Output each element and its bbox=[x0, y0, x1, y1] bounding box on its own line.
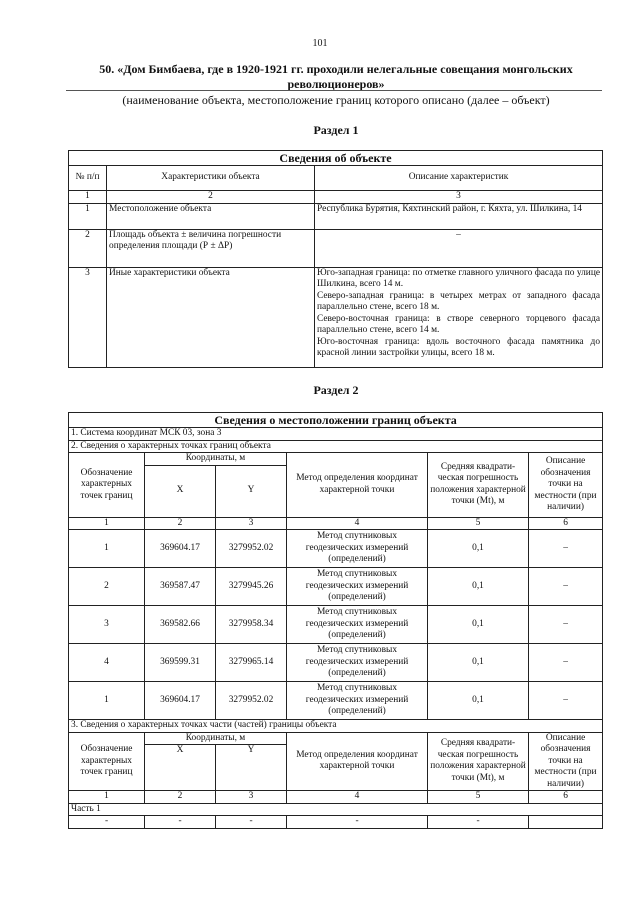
point-method: Метод спутниковых геодезических измерений (определений) bbox=[287, 644, 428, 682]
index-cell: 3 bbox=[216, 517, 287, 530]
object-info-table-title: Сведения об объекте bbox=[69, 151, 603, 166]
part-header-y: Y bbox=[216, 745, 287, 791]
point-accuracy: 0,1 bbox=[428, 682, 529, 720]
point-y: 3279965.14 bbox=[216, 644, 287, 682]
section2-heading: Раздел 2 bbox=[313, 383, 359, 397]
part-cell: - bbox=[428, 816, 529, 829]
row-characteristic: Иные характеристики объекта bbox=[107, 267, 315, 367]
part-cell: - bbox=[287, 816, 428, 829]
part-header-point: Обозначение характерных точек границ bbox=[69, 732, 145, 791]
point-description: – bbox=[529, 682, 603, 720]
page-number: 101 bbox=[312, 38, 328, 49]
header-characteristic: Характеристики объекта bbox=[107, 166, 315, 191]
header-description: Описание характеристик bbox=[315, 166, 603, 191]
table-row bbox=[69, 568, 603, 606]
point-method: Метод спутниковых геодезических измерений (определений) bbox=[287, 530, 428, 568]
point-id: 4 bbox=[69, 644, 145, 682]
point-method: Метод спутниковых геодезических измерений (определений) bbox=[287, 606, 428, 644]
point-y: 3279958.34 bbox=[216, 606, 287, 644]
part-cell: - bbox=[216, 816, 287, 829]
point-method: Метод спутниковых геодезических измерений (определений) bbox=[287, 682, 428, 720]
part-header-x: X bbox=[145, 745, 216, 791]
point-id: 3 bbox=[69, 606, 145, 644]
part-section-title: 3. Сведения о характерных точках части (частей) границы объекта bbox=[69, 720, 603, 733]
table-row bbox=[69, 530, 603, 568]
header-method: Метод определения координат характерной точки bbox=[287, 453, 428, 518]
document-subtitle: (наименование объекта, местоположение границ которого описано (далее – объект) bbox=[122, 93, 550, 107]
index-cell: 1 bbox=[69, 191, 107, 204]
header-num: № п/п bbox=[69, 166, 107, 191]
point-x: 369587.47 bbox=[145, 568, 216, 606]
index-cell: 4 bbox=[287, 517, 428, 530]
point-accuracy: 0,1 bbox=[428, 644, 529, 682]
index-cell: 2 bbox=[145, 517, 216, 530]
point-description: – bbox=[529, 644, 603, 682]
part-header-method: Метод определения координат характерной точки bbox=[287, 732, 428, 791]
point-x: 369604.17 bbox=[145, 682, 216, 720]
point-y: 3279952.02 bbox=[216, 682, 287, 720]
point-id: 1 bbox=[69, 530, 145, 568]
index-cell: 3 bbox=[315, 191, 603, 204]
index-cell: 4 bbox=[287, 791, 428, 804]
points-section-title: 2. Сведения о характерных точках границ объекта bbox=[69, 440, 603, 453]
row-number: 2 bbox=[69, 229, 107, 267]
section1-heading: Раздел 1 bbox=[313, 123, 359, 137]
point-description: – bbox=[529, 568, 603, 606]
index-cell: 2 bbox=[145, 791, 216, 804]
table-row bbox=[69, 229, 603, 267]
table-row bbox=[69, 816, 603, 829]
border-northwest: Северо-западная граница: в четырех метрах от западного фасада параллельно стене, всего 18 м. bbox=[317, 290, 601, 312]
index-cell: 1 bbox=[69, 517, 145, 530]
point-y: 3279952.02 bbox=[216, 530, 287, 568]
index-cell: 6 bbox=[529, 517, 603, 530]
index-cell: 6 bbox=[529, 791, 603, 804]
border-southwest: Юго-западная граница: по отметке главного уличного фасада по улице Шилкина, всего 14 м. bbox=[317, 267, 601, 289]
point-description: – bbox=[529, 530, 603, 568]
header-point: Обозначение характерных точек границ bbox=[69, 453, 145, 518]
part-cell bbox=[529, 816, 603, 829]
index-cell: 1 bbox=[69, 791, 145, 804]
row-number: 1 bbox=[69, 203, 107, 229]
index-cell: 5 bbox=[428, 517, 529, 530]
border-southeast: Юго-восточная граница: вдоль восточного фасада памятника до красной линии застройки улицы, всего 18 м. bbox=[317, 336, 601, 358]
part-label: Часть 1 bbox=[69, 803, 603, 816]
table-row bbox=[69, 606, 603, 644]
point-x: 369604.17 bbox=[145, 530, 216, 568]
table-row bbox=[69, 644, 603, 682]
point-accuracy: 0,1 bbox=[428, 530, 529, 568]
point-accuracy: 0,1 bbox=[428, 606, 529, 644]
header-x: X bbox=[145, 465, 216, 517]
index-cell: 3 bbox=[216, 791, 287, 804]
row-characteristic: Местоположение объекта bbox=[107, 203, 315, 229]
object-info-table bbox=[68, 150, 603, 368]
part-header-description: Описание обозначения точки на местности (при наличии) bbox=[529, 732, 603, 791]
point-y: 3279945.26 bbox=[216, 568, 287, 606]
table-row bbox=[69, 682, 603, 720]
row-number: 3 bbox=[69, 267, 107, 367]
row-description: Республика Бурятия, Кяхтинский район, г. Кяхта, ул. Шилкина, 14 bbox=[315, 203, 603, 229]
point-x: 369582.66 bbox=[145, 606, 216, 644]
boundary-table bbox=[68, 412, 603, 829]
point-x: 369599.31 bbox=[145, 644, 216, 682]
part-header-coords: Координаты, м bbox=[145, 732, 287, 745]
point-description: – bbox=[529, 606, 603, 644]
border-northeast: Северо-восточная граница: в створе северного торцевого фасада параллельно стене, всего 14 м. bbox=[317, 313, 601, 335]
header-point-description: Описание обозначения точки на местности (при наличии) bbox=[529, 453, 603, 518]
part-cell: - bbox=[145, 816, 216, 829]
header-coords: Координаты, м bbox=[145, 453, 287, 466]
point-accuracy: 0,1 bbox=[428, 568, 529, 606]
document-title: 50. «Дом Бимбаева, где в 1920-1921 гг. проходили нелегальные совещания монгольских революционеров» bbox=[99, 62, 573, 91]
point-id: 2 bbox=[69, 568, 145, 606]
index-cell: 2 bbox=[107, 191, 315, 204]
title-underline bbox=[66, 90, 602, 91]
index-cell: 5 bbox=[428, 791, 529, 804]
header-accuracy: Средняя квадрати-ческая погрешность положения характерной точки (Mt), м bbox=[428, 453, 529, 518]
row-description: – bbox=[315, 229, 603, 267]
part-header-accuracy: Средняя квадрати-ческая погрешность положения характерной точки (Mt), м bbox=[428, 732, 529, 791]
header-y: Y bbox=[216, 465, 287, 517]
row-description bbox=[315, 267, 603, 367]
table-row bbox=[69, 203, 603, 229]
point-id: 1 bbox=[69, 682, 145, 720]
part-cell: - bbox=[69, 816, 145, 829]
boundary-table-title: Сведения о местоположении границ объекта bbox=[69, 413, 603, 428]
point-method: Метод спутниковых геодезических измерений (определений) bbox=[287, 568, 428, 606]
table-row bbox=[69, 267, 603, 367]
coord-system: 1. Система координат МСК 03, зона 3 bbox=[69, 428, 603, 441]
row-characteristic: Площадь объекта ± величина погрешности определения площади (Р ± ΔР) bbox=[107, 229, 315, 267]
